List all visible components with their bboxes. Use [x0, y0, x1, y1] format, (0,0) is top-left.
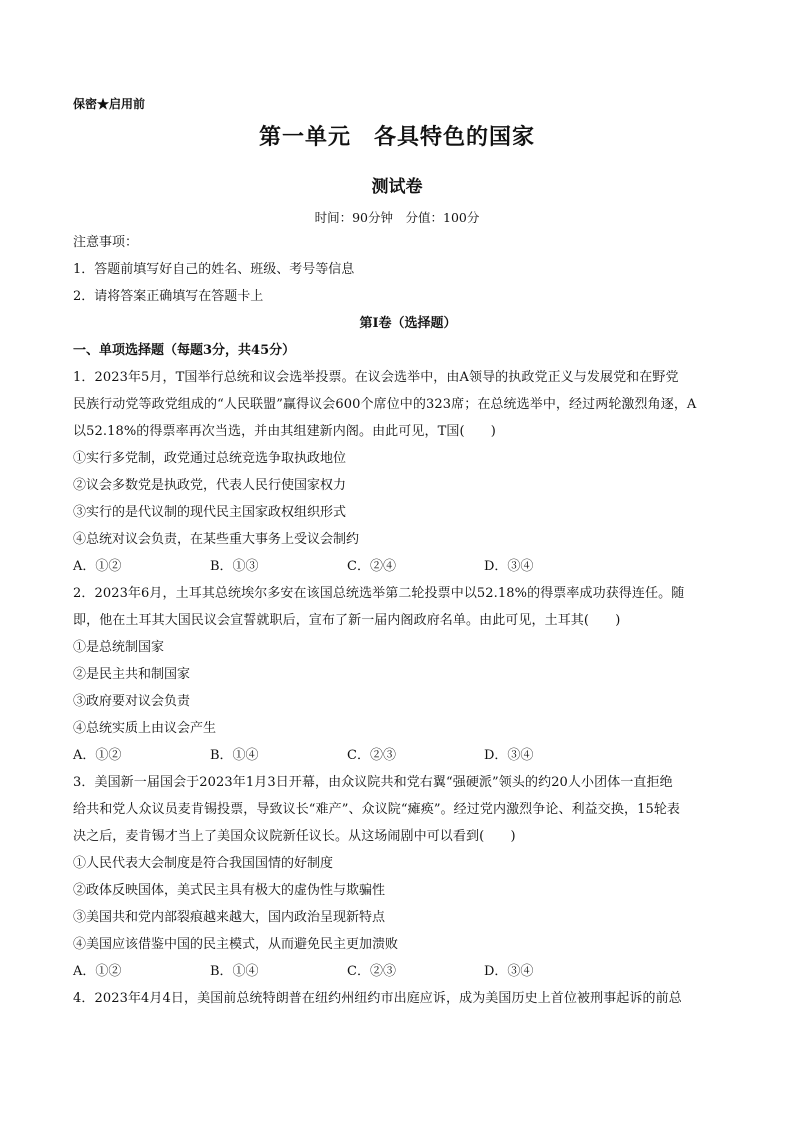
page-title: 第一单元 各具特色的国家: [258, 124, 535, 150]
question-option: ①人民代表大会制度是符合我国国情的好制度: [73, 856, 334, 871]
choice-c: C．②③: [347, 748, 396, 763]
choice-a: A．①②: [73, 559, 122, 574]
question-option: ②是民主共和制国家: [73, 667, 191, 682]
choice-c: C．②④: [347, 559, 396, 574]
question-line: 3．美国新一届国会于2023年1月3日开幕，由众议院共和党右翼“强硬派”领头的约20人小团体一直拒绝: [73, 775, 673, 790]
choice-b: B．①③: [210, 559, 259, 574]
question-option: ②议会多数党是执政党，代表人民行使国家权力: [73, 478, 347, 493]
question-3: [73, 774, 743, 990]
question-line: 民族行动党等政党组成的“人民联盟”赢得议会600个席位中的323席；在总统选举中，经过两轮激烈角逐，A: [73, 397, 697, 412]
question-option: ④总统对议会负责，在某些重大事务上受议会制约: [73, 532, 360, 547]
choice-a: A．①②: [73, 964, 122, 979]
part-heading: 一、单项选择题（每题3分，共45分）: [73, 343, 296, 358]
question-line: 2．2023年6月，土耳其总统埃尔多安在该国总统选举第二轮投票中以52.18%的得票率成功获得连任。随: [73, 586, 685, 601]
question-4: [73, 990, 743, 1017]
choice-b: B．①④: [210, 748, 259, 763]
choice-c: C．②③: [347, 964, 396, 979]
question-line: 决之后，麦肯锡才当上了美国众议院新任议长。从这场闹剧中可以看到( ): [73, 829, 516, 844]
question-option: ③政府要对议会负责: [73, 694, 191, 709]
answer-choices: [73, 558, 743, 585]
section-title: 第Ⅰ卷（选择题）: [359, 316, 457, 331]
question-line: 4．2023年4月4日，美国前总统特朗普在纽约州纽约市出庭应诉，成为美国历史上首位被刑事起诉的前总: [73, 991, 682, 1006]
secret-label: 保密★启用前: [73, 97, 146, 111]
note-item: 1．答题前填写好自己的姓名、班级、考号等信息: [73, 262, 355, 277]
question-1: [73, 369, 743, 585]
answer-choices: [73, 963, 743, 990]
exam-content: [73, 234, 743, 1017]
question-line: 以52.18%的得票率再次当选，并由其组建新内阁。由此可见，T国( ): [73, 424, 496, 439]
note-item: 2．请将答案正确填写在答题卡上: [73, 289, 264, 304]
notes-heading: 注意事项：: [73, 235, 139, 250]
answer-choices: [73, 747, 743, 774]
question-option: ①实行多党制，政党通过总统竞选争取执政地位: [73, 451, 347, 466]
page-subtitle: 测试卷: [371, 177, 423, 197]
choice-d: D．③④: [484, 964, 534, 979]
question-option: ②政体反映国体，美式民主具有极大的虚伪性与欺骗性: [73, 883, 386, 898]
question-option: ①是总统制国家: [73, 640, 165, 655]
question-2: [73, 585, 743, 774]
question-line: 给共和党人众议员麦肯锡投票，导致议长“难产”、众议院“瘫痪”。经过党内激烈争论、利益交换，15轮表: [73, 802, 681, 817]
choice-a: A．①②: [73, 748, 122, 763]
choice-d: D．③④: [484, 748, 534, 763]
choice-b: B．①④: [210, 964, 259, 979]
question-line: 即，他在土耳其大国民议会宣誓就职后，宣布了新一届内阁政府名单。由此可见，土耳其( ): [73, 613, 621, 628]
question-option: ③实行的是代议制的现代民主国家政权组织形式: [73, 505, 347, 520]
choice-d: D．③④: [484, 559, 534, 574]
question-option: ④总统实质上由议会产生: [73, 721, 217, 736]
time-info: 时间：90分钟 分值：100分: [314, 210, 480, 225]
question-option: ④美国应该借鉴中国的民主模式，从而避免民主更加溃败: [73, 937, 399, 952]
question-option: ③美国共和党内部裂痕越来越大，国内政治呈现新特点: [73, 910, 386, 925]
question-line: 1．2023年5月，T国举行总统和议会选举投票。在议会选举中，由A领导的执政党正义与发展党和在野党: [73, 370, 679, 385]
